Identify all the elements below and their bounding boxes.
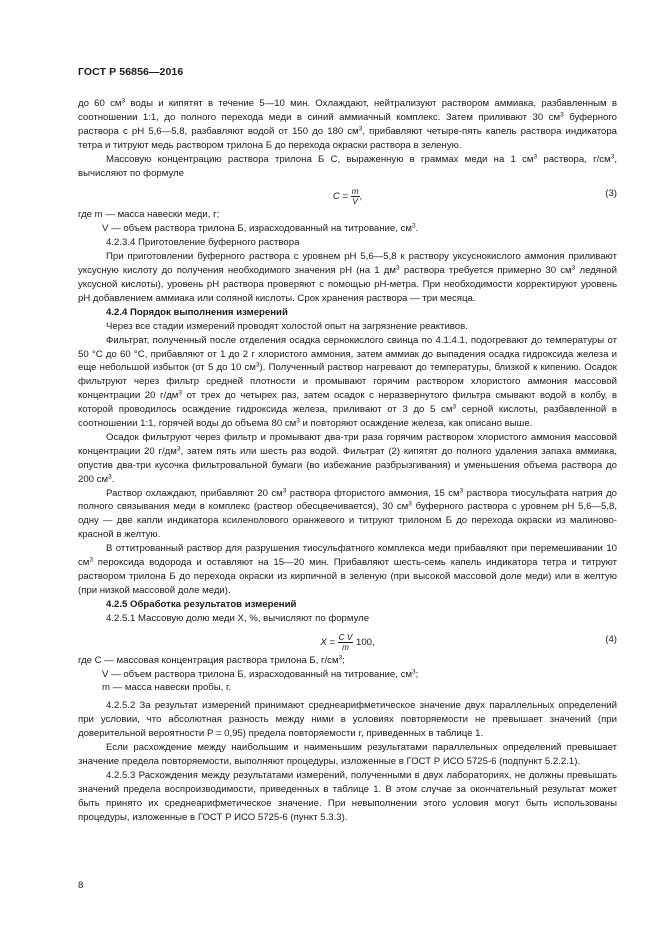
- formula-3-number: (3): [605, 188, 617, 200]
- formula-4: [78, 626, 617, 654]
- paragraph-precipitate: Осадок фильтруют через фильтр и промывают два-три раза горячим раствором хлористого аммония массовой концентрации 20 $г/дм^3$, затем пять или шесть раз водой. Фильтрат (2) кипятят до полного удаления запаха аммиака, опустив два-три кусочка фильтровальной бумаги (во избежание разбрызгивания) и уменьшения объема раствора до 200 $см^3$.: [78, 431, 617, 485]
- paragraph-titrated: В оттитрованный раствор для разрушения тиосульфатного комплекса меди прибавляют при перемешивании 10 $см^3$ пероксида водорода и оставляют на 15—20 мин. Прибавляют шесть-семь капель индикатора тетра и титруют раствором трилона Б до перехода окраски из кирпичной в зеленую (при высокой массовой доле меди) или в желтую (при низкой массовой доле меди).: [78, 543, 617, 596]
- formula-4-legend: [78, 654, 617, 696]
- formula-4-tail: 100,: [355, 636, 375, 648]
- formula-4-lhs: X =: [320, 636, 335, 648]
- legend-3-m: где m — масса навески меди, г;: [78, 209, 220, 221]
- formula-3-numerator: m: [351, 187, 359, 197]
- formula-3-lhs: C =: [332, 191, 349, 203]
- formula-4-numerator: C V: [338, 632, 353, 642]
- formula-4-denominator: m: [342, 642, 349, 652]
- formula-3-denominator: V: [352, 197, 358, 207]
- paragraph-blank-test: Через все стадии измерений проводят холостой опыт на загрязнение реактивов.: [106, 320, 468, 332]
- formula-3-expression: [78, 187, 617, 206]
- paragraph-concentration: Массовую концентрацию раствора трилона Б C, выраженную в граммах меди на 1 $см^3$ раствора, $г/см^3$, вычисляют по формуле: [78, 153, 617, 179]
- formula-3-fraction: [351, 187, 360, 206]
- legend-3-v: V — объем раствора трилона Б, израсходованный на титрование, $см^3$.: [102, 222, 419, 235]
- paragraph-continuation: до 60 $см^3$ воды и кипятят в течение 5—10 мин. Охлаждают, нейтрализуют раствором аммиака, разбавленным в соотношении 1:1, до полного перехода меди в синий аммиачный комплекс. Затем приливают 30 $см^3$ буферного раствора с рН 5,6—5,8, разбавляют водой от 150 до 180 $см^3$, прибавляют четыре-пять капель раствора индикатора тетра и титруют медь раствором трилона Б до перехода окраски раствора в зеленую.: [78, 97, 617, 151]
- legend-4-c: где C — массовая концентрация раствора трилона Б, $г/см^3$;: [78, 654, 345, 666]
- heading-4234: 4.2.3.4 Приготовление буферного раствора: [106, 237, 300, 249]
- formula-3-legend: [78, 208, 617, 236]
- paragraph-buffer: При приготовлении буферного раствора с уровнем рН 5,6—5,8 к раствору уксуснокислого аммония приливают уксусную кислоту до получения необходимого значения рН (на 1 $дм^3$ раствора требуется примерно 30 $см^3$ ледяной уксусной кислоты), уровень рН раствора проверяют с помощью рН-метра. При необходимости корректируют уровень рН добавлением аммиака или соляной кислоты. Срок хранения раствора — три месяца.: [78, 251, 617, 304]
- paragraph-4252: 4.2.5.2 За результат измерений принимают среднеарифметическое значение двух параллельных определений при условии, что абсолютная разность между ними в условиях повторяемости не превышает значений (при доверительной вероятности P = 0,95) предела повторяемости r, приведенных в таблице 1.: [78, 700, 617, 740]
- formula-3: [78, 180, 617, 208]
- legend-4-m: m — масса навески пробы, г.: [102, 682, 231, 694]
- heading-425: 4.2.5 Обработка результатов измерений: [106, 598, 297, 610]
- formula-4-fraction: [338, 633, 354, 652]
- formula-4-expression: [78, 633, 617, 652]
- formula-4-number: (4): [605, 633, 617, 645]
- formula-3-tail: ,: [359, 191, 363, 203]
- standard-header: ГОСТ Р 56856—2016: [78, 66, 184, 78]
- legend-4-v: V — объем раствора трилона Б, израсходованный на титрование, $см^3$;: [102, 668, 419, 680]
- paragraph-filtrate: Фильтрат, полученный после отделения осадка сернокислого свинца по 4.1.4.1, подогревают до температуры от 50 °С до 60 °С, прибавляют от 1 до 2 г хлористого аммония, затем аммиак до выпадения осадка гидроксида железа и еще небольшой избыток (от 5 до 10 $см^3$). Полученный раствор нагревают до температуры, близкой к кипению. Осадок фильтруют через фильтр средней плотности и промывают горячим раствором хлористого аммония массовой концентрации 20 $г/дм^3$ от трех до четырех раз, затем осадок с неразвернутого фильтра смывают водой в колбу, в которой проводилось осаждение гидроксида железа, приливают от 3 до 5 $см^3$ серной кислоты, разбавленной в соотношении 1:1, горячей воды до объема 80 $см^3$ и повторяют осаждение железа, как описано выше.: [78, 334, 618, 430]
- paragraph-4253: 4.2.5.3 Расхождения между результатами измерений, полученными в двух лабораториях, не должны превышать значений предела воспроизводимости, приведенных в таблице 1. В этом случае за окончательный результат может быть принято их среднеарифметическое значение. При невыполнении этого условия могут быть использованы процедуры, изложенные в ГОСТ Р ИСО 5725-6 (пункт 5.3.3).: [78, 769, 617, 823]
- document-body: [78, 97, 617, 825]
- paragraph-discrepancy: Если расхождение между наибольшим и наименьшим результатами параллельных определений превышает значение предела повторяемости, выполняют процедуры, изложенные в ГОСТ Р ИСО 5725-6 (подпункт 5.2.2.1).: [78, 742, 617, 767]
- page-number: 8: [78, 880, 84, 891]
- paragraph-cooling: Раствор охлаждают, прибавляют 20 $см^3$ раствора фтористого аммония, 15 $см^3$ раствора тиосульфата натрия до полного связывания меди в комплекс (раствор обесцвечивается), 30 $см^3$ буферного раствора с уровнем рН 5,6—5,8, одну — две капли индикатора ксиленолового оранжевого и титруют трилоном Б до перехода окраски из малиново-красной в желтую.: [78, 487, 618, 541]
- paragraph-4251: 4.2.5.1 Массовую долю меди X, %, вычисляют по формуле: [106, 612, 370, 624]
- heading-424: 4.2.4 Порядок выполнения измерений: [106, 306, 288, 318]
